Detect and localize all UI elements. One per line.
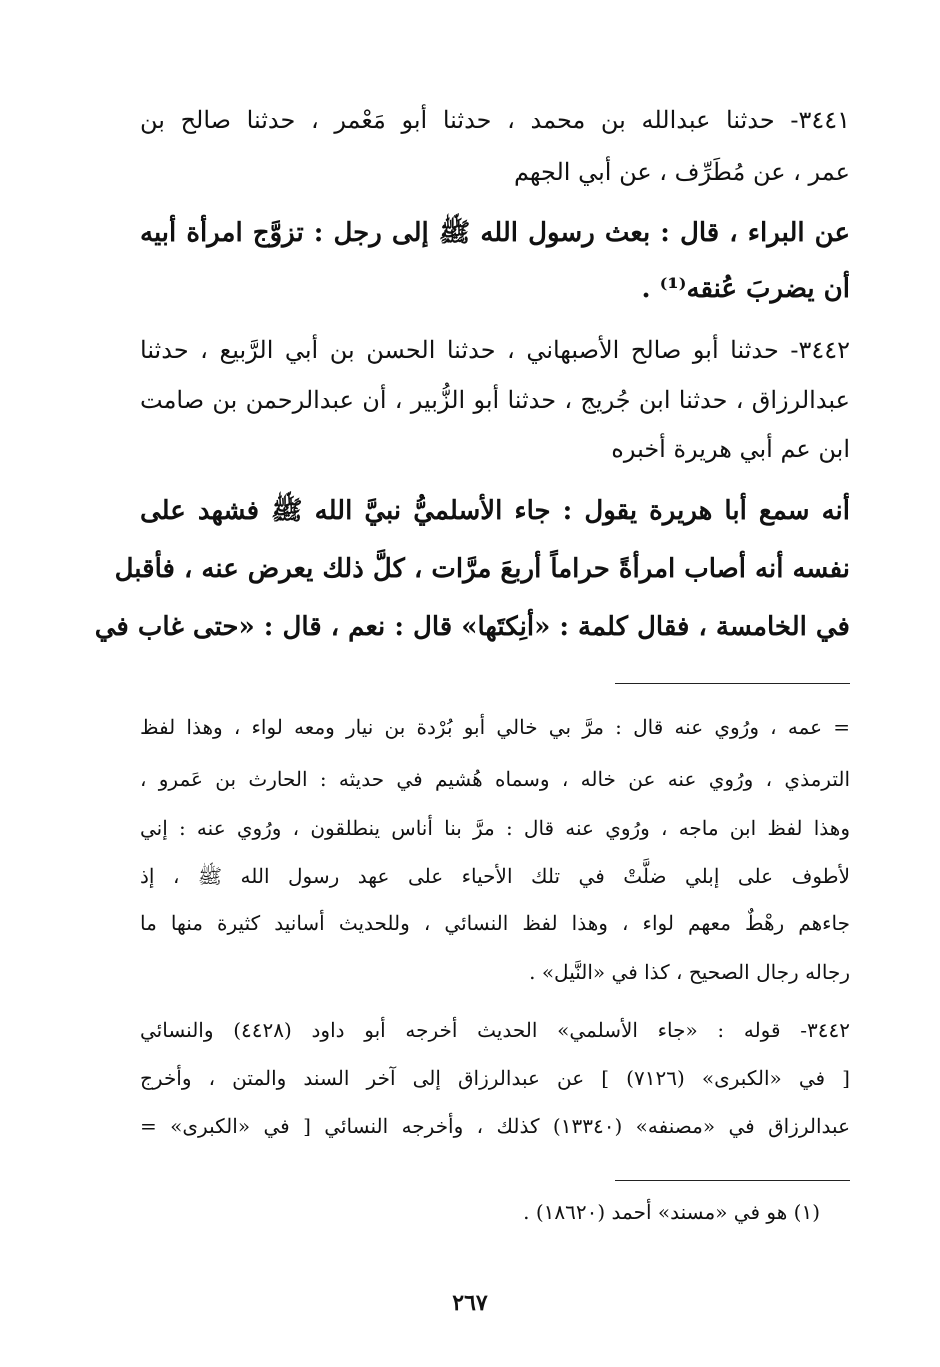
hadith-3442-isnad-line-1: ٣٤٤٢- حدثنا أبو صالح الأصبهاني ، حدثنا الحسن بن أبي الرَّبيع ، حدثنا (140, 336, 850, 364)
footnote-separator (615, 1180, 850, 1181)
hadith-3441-isnad-line-1: ٣٤٤١- حدثنا عبدالله بن محمد ، حدثنا أبو مَعْمر ، حدثنا صالح بن (140, 106, 850, 134)
commentary-line: لأطوف على إبلي ضلَّتْ في تلك الأحياء على عهد رسول الله ﷺ ، إذ (140, 864, 850, 888)
hadith-3442-isnad-line-3: ابن عم أبي هريرة أخبره (611, 435, 850, 463)
footnote: (١) هو في «مسند» أحمد (١٨٦٢٠) . (523, 1200, 820, 1224)
hadith-3441-matn-line-1: عن البراء ، قال : بعث رسول الله ﷺ إلى رجل : تزوَّج امرأة أبيه (140, 218, 850, 248)
commentary-line: جاءهم رهْطٌ معهم لواء ، وهذا لفظ النسائي ، وللحديث أسانيد كثيرة منها ما (140, 911, 850, 935)
hadith-3441-isnad-line-2: عمر ، عن مُطَرِّف ، عن أبي الجهم (513, 158, 850, 186)
commentary-line: = عمه ، ورُوي عنه قال : مرَّ بي خالي أبو بُرْدة بن نيار ومعه لواء ، وهذا لفظ (140, 715, 850, 739)
commentary-line: [ في «الكبرى» (٧١٢٦) ] عن عبدالرزاق إلى آخر السند والمتن ، وأخرج (140, 1066, 850, 1090)
hadith-3442-matn-line-1: أنه سمع أبا هريرة يقول : جاء الأسلميُّ نبيَّ الله ﷺ فشهد على (140, 496, 850, 526)
hadith-3442-isnad-line-2: عبدالرزاق ، حدثنا ابن جُريج ، حدثنا أبو الزُّبير ، أن عبدالرحمن بن صامت (140, 386, 850, 414)
commentary-line: وهذا لفظ ابن ماجه ، ورُوي عنه قال : مرَّ بنا أناس ينطلقون ، ورُوي عنه : إني (140, 816, 850, 840)
hadith-3442-matn-line-3: في الخامسة ، فقال كلمة : «أنِكتَها» قال : نعم ، قال : «حتى غاب في (94, 612, 850, 642)
commentary-line: عبدالرزاق في «مصنفه» (١٣٣٤٠) كذلك ، وأخرجه النسائي [ في «الكبرى» = (140, 1114, 850, 1138)
commentary-line: رجاله رجال الصحيح ، كذا في «النَّيل» . (529, 960, 850, 984)
commentary-separator (615, 683, 850, 684)
commentary-line: الترمذي ، ورُوي عنه عن خاله ، وسماه هُشيم في حديثه : الحارث بن عَمرو ، (140, 767, 850, 791)
page-number: ٢٦٧ (452, 1290, 488, 1316)
commentary-line: ٣٤٤٢- قوله : «جاء الأسلمي» الحديث أخرجه أبو داود (٤٤٢٨) والنسائي (140, 1018, 850, 1042)
hadith-3441-matn-line-2: أن يضربَ عُنقه⁽¹⁾ . (641, 274, 850, 304)
hadith-3442-matn-line-2: نفسه أنه أصاب امرأةً حراماً أربعَ مرَّات ، كلَّ ذلك يعرض عنه ، فأقبل (114, 554, 850, 584)
